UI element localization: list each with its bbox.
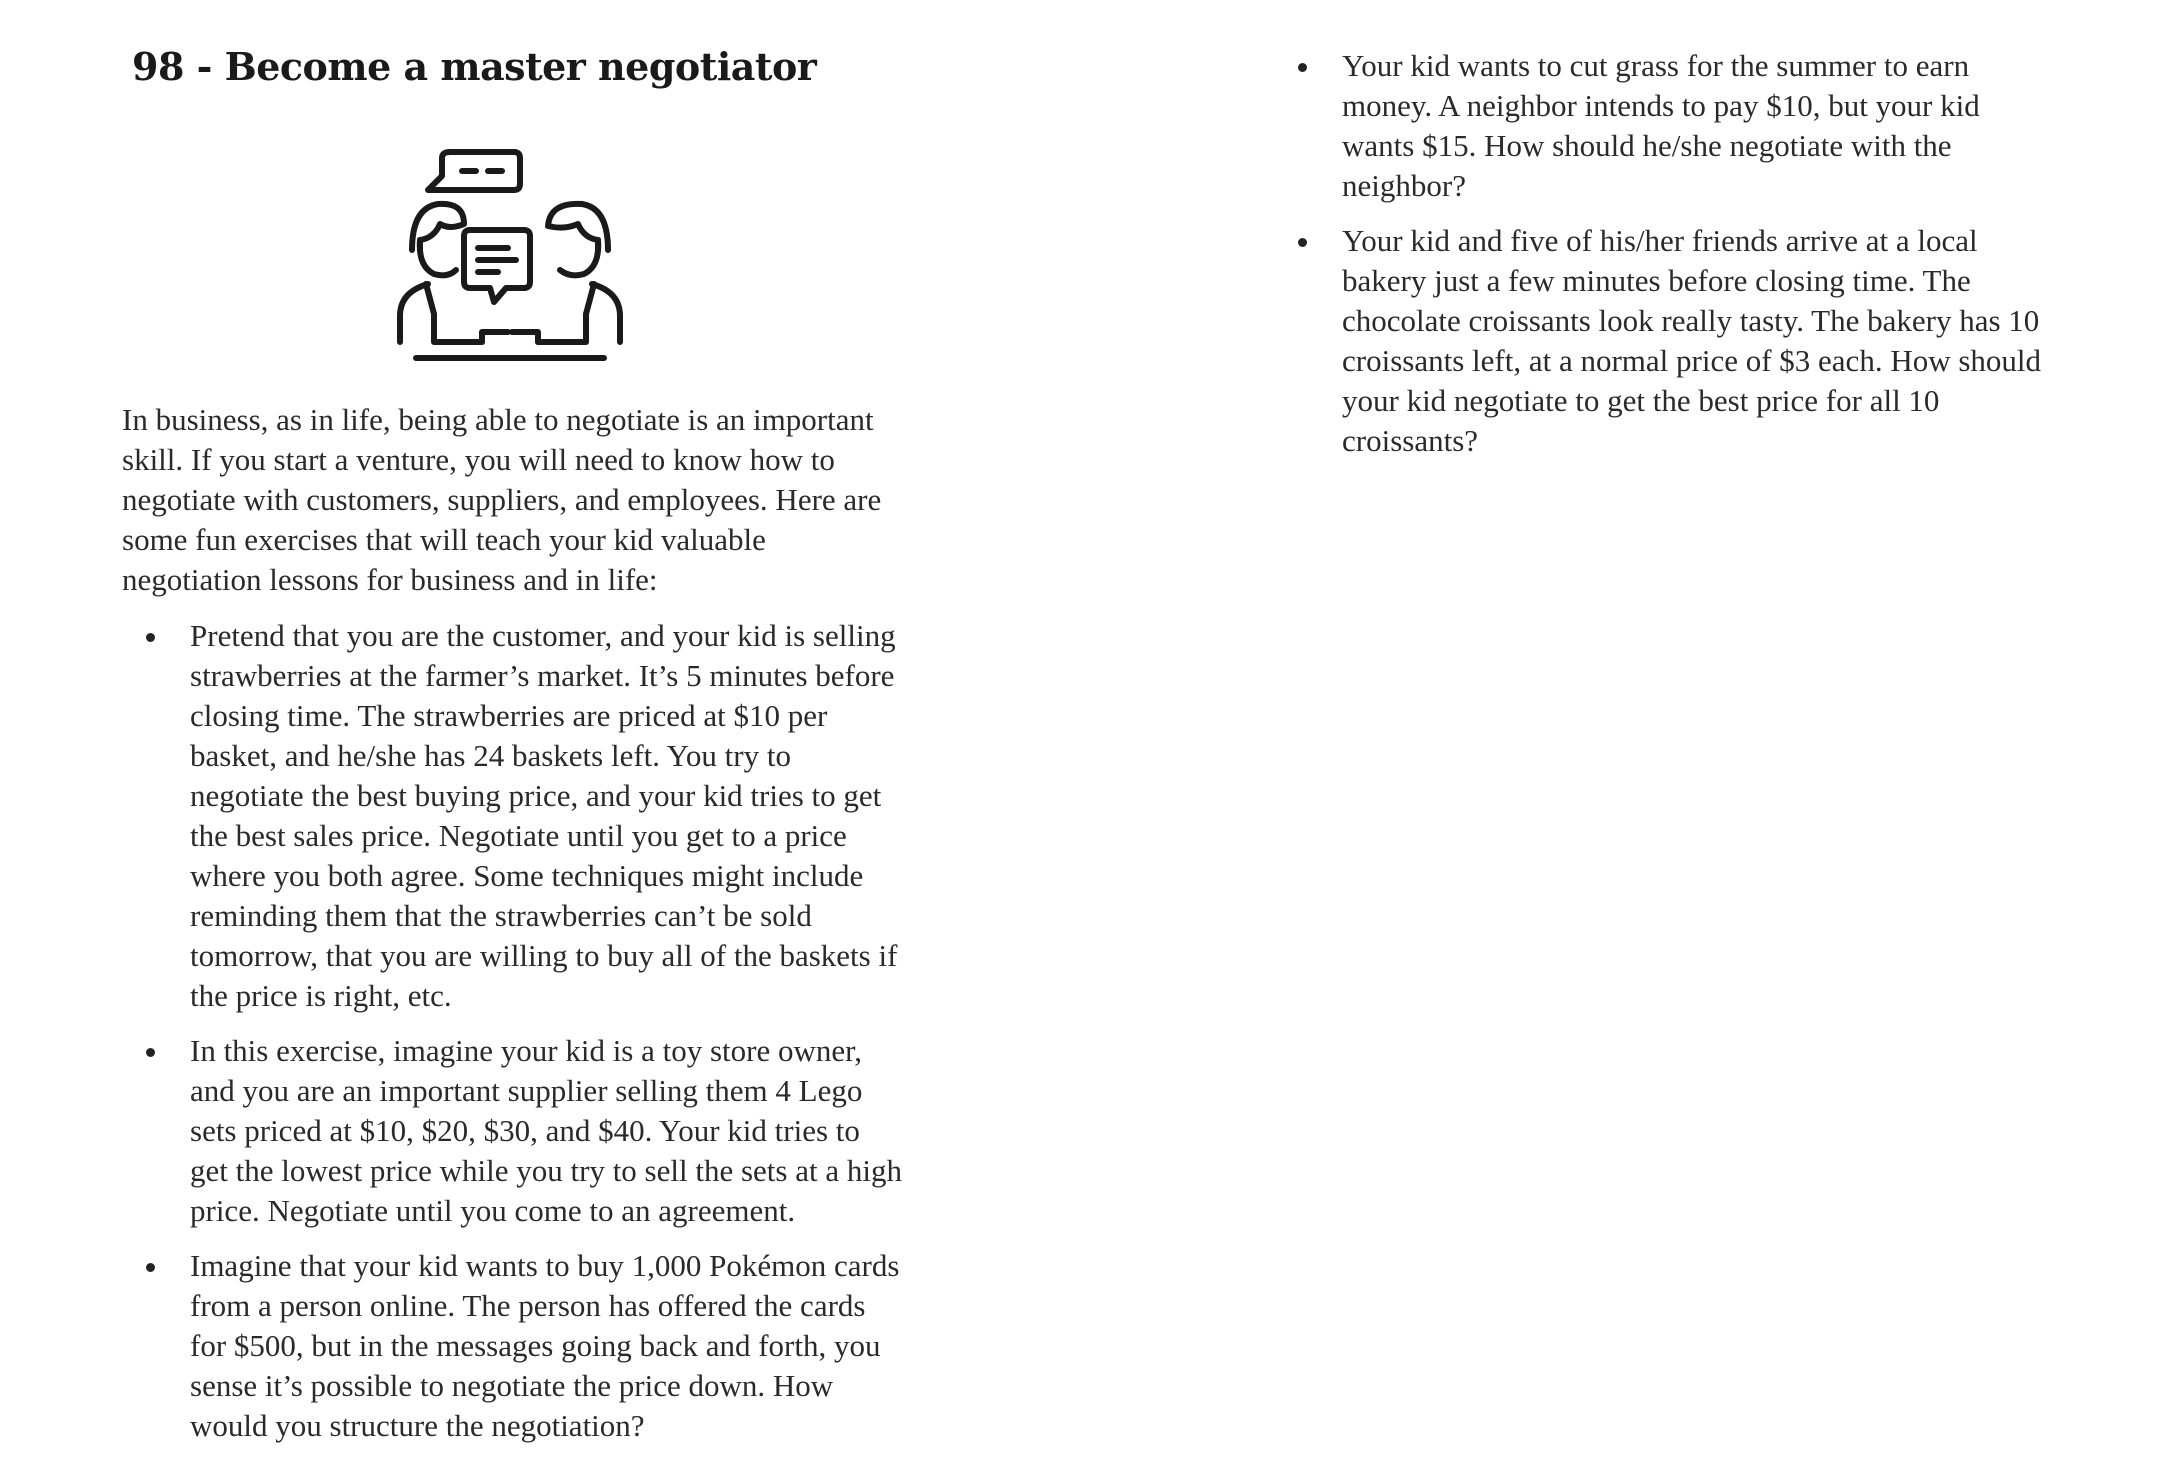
bullet-icon [1298, 238, 1307, 247]
chapter-title: 98 - Become a master negotiator [132, 44, 817, 89]
exercise-text: In this exercise, imagine your kid is a toy store owner, and you are an important supplier selling them 4 Lego sets priced at $10, $20, $30, and $40. Your kid tries to get the lowest price while you try to sell the sets at a high price. Negotiate until you come to an agreement. [190, 1033, 902, 1228]
intro-paragraph: In business, as in life, being able to negotiate is an important skill. If you start a venture, you will need to know how to negotiate with customers, suppliers, and employees. Here are some fun exercises that will teach your kid valuable negotiation lessons for business and in life: [122, 402, 882, 597]
list-item [122, 616, 902, 1016]
list-item [122, 1031, 902, 1231]
negotiation-people-icon [390, 146, 630, 366]
bullet-icon [146, 1048, 155, 1057]
exercise-text: Your kid and five of his/her friends arrive at a local bakery just a few minutes before closing time. The chocolate croissants look really tasty. The bakery has 10 croissants left, at a normal price of $3 each. How should your kid negotiate to get the best price for all 10 croissants? [1342, 223, 2042, 458]
list-item [1274, 221, 2054, 461]
exercise-text: Pretend that you are the customer, and your kid is selling strawberries at the farmer’s market. It’s 5 minutes before closing time. The strawberries are priced at $10 per basket, and he/she has 24 baskets left. You try to negotiate the best buying price, and your kid tries to get the best sales price. Negotiate until you get to a price where you both agree. Some techniques might include reminding them that the strawberries can’t be sold tomorrow, that you are willing to buy all of the baskets if the price is right, etc. [190, 618, 898, 1013]
list-item [122, 1246, 902, 1446]
bullet-icon [146, 1263, 155, 1272]
bullet-icon [1298, 63, 1307, 72]
exercise-list-left [122, 616, 902, 1461]
exercise-list-right [1274, 46, 2054, 476]
exercise-text: Your kid wants to cut grass for the summer to earn money. A neighbor intends to pay $10, but your kid wants $15. How should he/she negotiate with the neighbor? [1342, 48, 1980, 203]
list-item [1274, 46, 2054, 206]
exercise-text: Imagine that your kid wants to buy 1,000 Pokémon cards from a person online. The person has offered the cards for $500, but in the messages going back and forth, you sense it’s possible to negotiate the price down. How would you structure the negotiation? [190, 1248, 900, 1443]
bullet-icon [146, 633, 155, 642]
